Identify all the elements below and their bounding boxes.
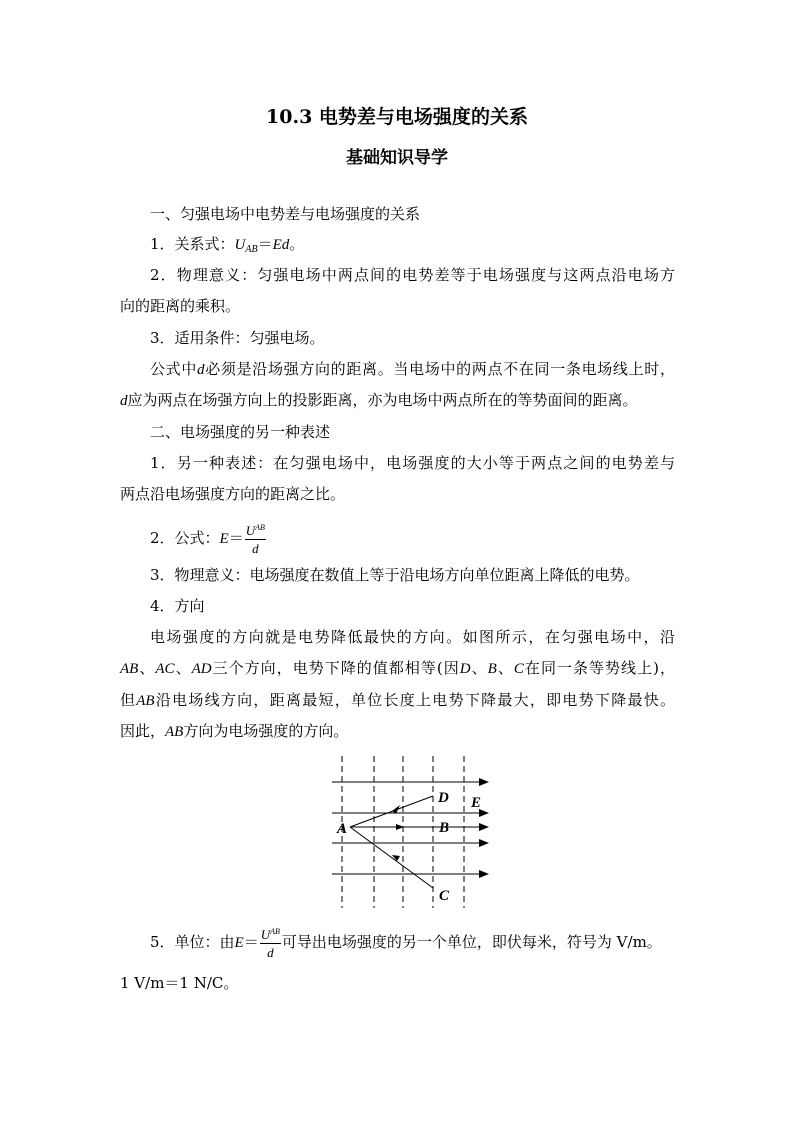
item-4-direction: 4．方向 [150,597,205,615]
heading-section-1: 一、匀强电场中电势差与电场强度的关系 [150,205,421,223]
point-label-C: C [439,888,450,904]
direction-line3: 但AB沿电场线方向，距离最短，单位长度上电势下降最大，即电势下降最快。 [120,691,675,709]
item-5-unit-line1: 5．单位：由E＝ $\frac{U^{AB}}{d}$ 可导出电场强度的另一个单位，即伏每米，符号为 V/m。 [150,926,662,960]
item-3-condition: 3．适用条件：匀强电场。 [150,329,325,347]
point-label-A: A [337,821,348,837]
item-2-meaning-line2: 向的距离的乘积。 [120,297,241,315]
electric-field-diagram [320,748,500,913]
item-1-expression-line2: 两点沿电场强度方向的距离之比。 [120,485,346,503]
item-1-relation: 1．关系式：$U_{AB}=Ed$。 [150,235,305,255]
note-line2: d应为两点在场强方向上的投影距离，亦为电场中两点所在的等势面间的距离。 [120,391,638,409]
heading-section-2: 二、电场强度的另一种表述 [150,423,331,441]
note-line1: 公式中d必须是沿场强方向的距离。当电场中的两点不在同一条电场线上时， [150,360,675,378]
item-1-expression-line1: 1．另一种表述：在匀强电场中，电场强度的大小等于两点之间的电势差与 [150,454,675,472]
item-2-meaning-line1: 2．物理意义：匀强电场中两点间的电势差等于电场强度与这两点沿电场方 [150,266,675,284]
field-label-E: E [471,795,482,811]
direction-line2: AB、AC、AD三个方向，电势下降的值都相等(因D、B、C在同一条等势线上)， [120,659,675,677]
arrow-AC-icon [392,855,400,861]
item-2-formula: 2．公式：E＝ $\frac{U^{AB}}{d}$ [150,522,265,556]
page-title: 10.3 电势差与电场强度的关系 [266,106,528,128]
formula-fraction: $\frac{U^{AB}}{d}$ [245,522,265,556]
unit-formula-fraction: $\frac{U^{AB}}{d}$ [260,926,280,960]
section-subtitle: 基础知识导学 [346,148,448,168]
direction-line1: 电场强度的方向就是电势降低最快的方向。如图所示，在匀强电场中，沿 [150,628,675,646]
segment-AD [350,796,433,827]
direction-line4: 因此，AB方向为电场强度的方向。 [120,722,349,740]
point-label-D: D [438,790,449,806]
segment-AC [350,827,433,888]
item-5-unit-line2: 1 V/m＝1 N/C。 [120,974,239,992]
item-3-meaning: 3．物理意义：电场强度在数值上等于沿电场方向单位距离上降低的电势。 [150,566,640,584]
point-label-B: B [439,820,450,836]
